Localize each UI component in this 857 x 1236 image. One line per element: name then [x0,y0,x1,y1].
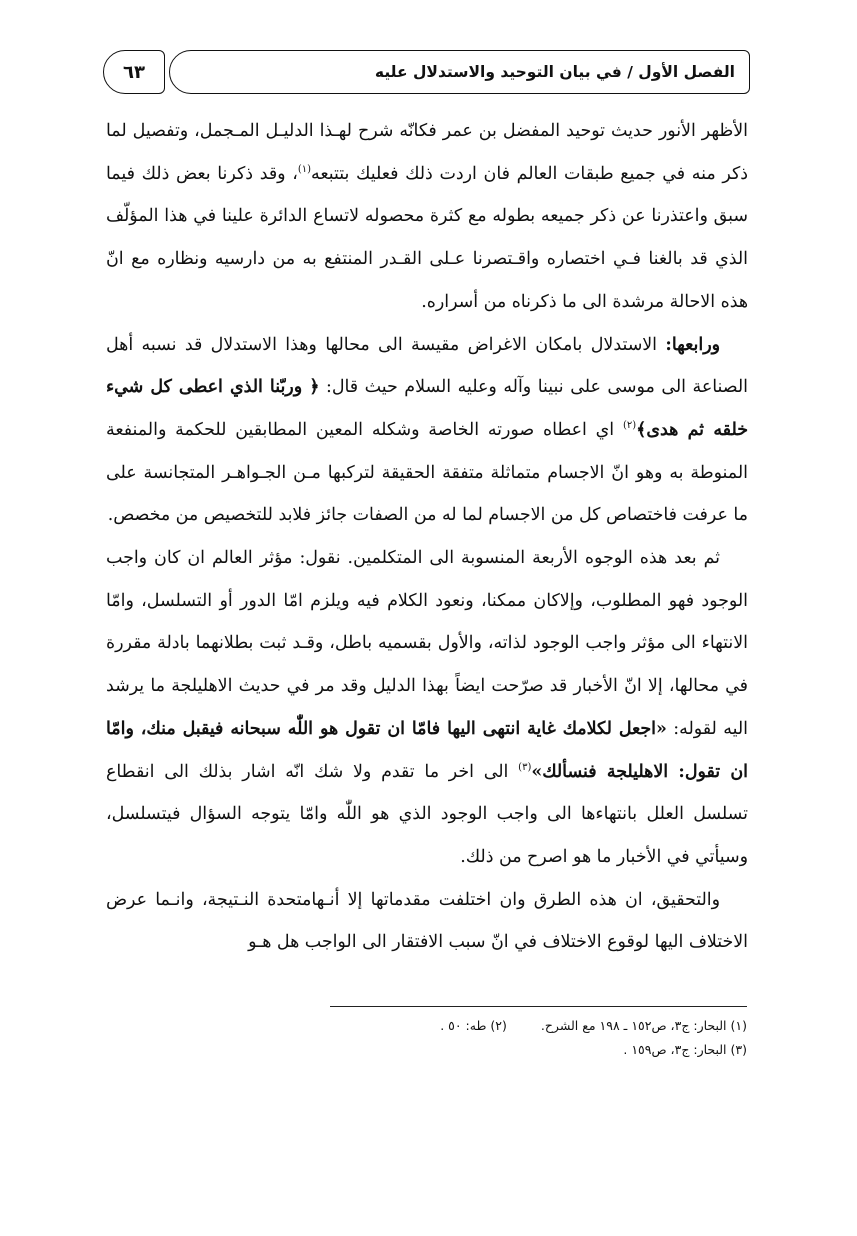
hadith-quote: «اجعل لكلامك غاية انتهى اليها فامّا ان تقول هو اللّٰه سبحانه فيقبل منك، وامّا ان تقول: الاهليلجة فنسألك» [106,718,748,782]
footnote-3: (٣) البحار: ج٣، ص١٥٩ . [623,1042,747,1057]
paragraph-3 [106,537,748,879]
quran-quote: ﴿ وربّنا الذي اعطى كل شيء خلقه ثم هدى﴾ [106,377,748,440]
paragraph-4-text: والتحقيق، ان هذه الطرق وان اختلفت مقدماتها إلا أنـهامتحدة النـتيجة، وانـما عرض الاختلاف اليها لوقوع الاختلاف في انّ سبب الافتقار الى الواجب هل هـو [106,889,748,953]
footnote-ref-2: (٢) [622,420,637,432]
paragraph-2-text-b: اي اعطاه صورته الخاصة وشكله المعين المطابقين للحكمة والمنفعة المنوطة به وهو انّ الاجسام متماثلة متفقة الحقيقة لتركبها مـن الجـواهـر المتجانسة على ما عرفت فاختصاص كل من الاجسام لما له من الصفات جائز فلابد للتخصيص من مخصص. [106,419,748,526]
footnote-1: (١) البحار: ج٣، ص١٥٢ ـ ١٩٨ مع الشرح. [540,1018,747,1033]
running-title: الفصل الأول / في بيان التوحيد والاستدلال عليه [374,63,735,81]
footnote-ref-3: (٣) [518,761,532,773]
paragraph-1-rest: ، وقد ذكرنا بعض ذلك فيما سبق واعتذرنا عن ذكر جميعه بطوله مع كثرة محصوله لاتساع الدائرة علينا في هذا المؤلّف الذي قد بالغنا فـي اختصاره واقـتصرنا عـلى القـدر المنتفع به من دارسيه ونظاره مع انّ هذه الاحالة مرشدة الى ما ذكرناه من أسراره. [106,163,748,312]
paragraph-2 [106,324,748,538]
page-number-frame [103,50,165,94]
footnote-line-2 [330,1038,747,1062]
footnote-ref-1: (١) [297,163,312,175]
paragraph-4 [106,879,748,964]
running-title-frame [169,50,750,94]
paragraph-1 [106,110,748,324]
paragraph-2-lead: ورابعها: [665,334,720,355]
paragraph-3-text-b: الى اخر ما تقدم ولا شك انّه اشار بذلك الى انقطاع تسلسل العلل بانتهاءها الى واجب الوجود الذي هو اللّٰه وامّا يتوجه السؤال فيتسلسل، وسيأتي في الأخبار ما هو اصرح من ذلك. [106,761,748,867]
page-number: ٦٣ [123,61,145,83]
page-header [103,50,750,96]
footnote-divider [330,1006,747,1007]
paragraph-2-text-a: الاستدلال بامكان الاغراض مقيسة الى محالها وهذا الاستدلال قد نسبه أهل الصناعة الى موسى على نبينا وآله وعليه السلام حيث قال: [106,334,748,398]
footnote-2: (٢) طه: ٥٠ . [440,1018,507,1033]
paragraph-1-text: الأظهر الأنور حديث توحيد المفضل بن عمر فكانّه شرح لهـذا الدليـل المـجمل، وتفصيل لما ذكر منه في جميع طبقات العالم فان اردت ذلك فعليك بتتبعه [106,121,748,184]
main-text [106,110,748,964]
footnotes [330,1014,747,1062]
paragraph-3-text-a: ثم بعد هذه الوجوه الأربعة المنسوبة الى المتكلمين. نقول: مؤثر العالم ان كان واجب الوجود فهو المطلوب، وإلاكان ممكنا، ونعود الكلام فيه ويلزم امّا الدور أو التسلسل، وامّا الانتهاء الى مؤثر واجب الوجود لذاته، والأول بقسميه باطل، وقـد ثبت بطلانهما بادلة مقررة في محالها، إلا انّ الأخبار قد صرّحت ايضاً بهذا الدليل وقد مر في حديث الاهليلجة ما يرشد اليه لقوله: [106,548,748,739]
footnote-line-1 [330,1014,747,1038]
